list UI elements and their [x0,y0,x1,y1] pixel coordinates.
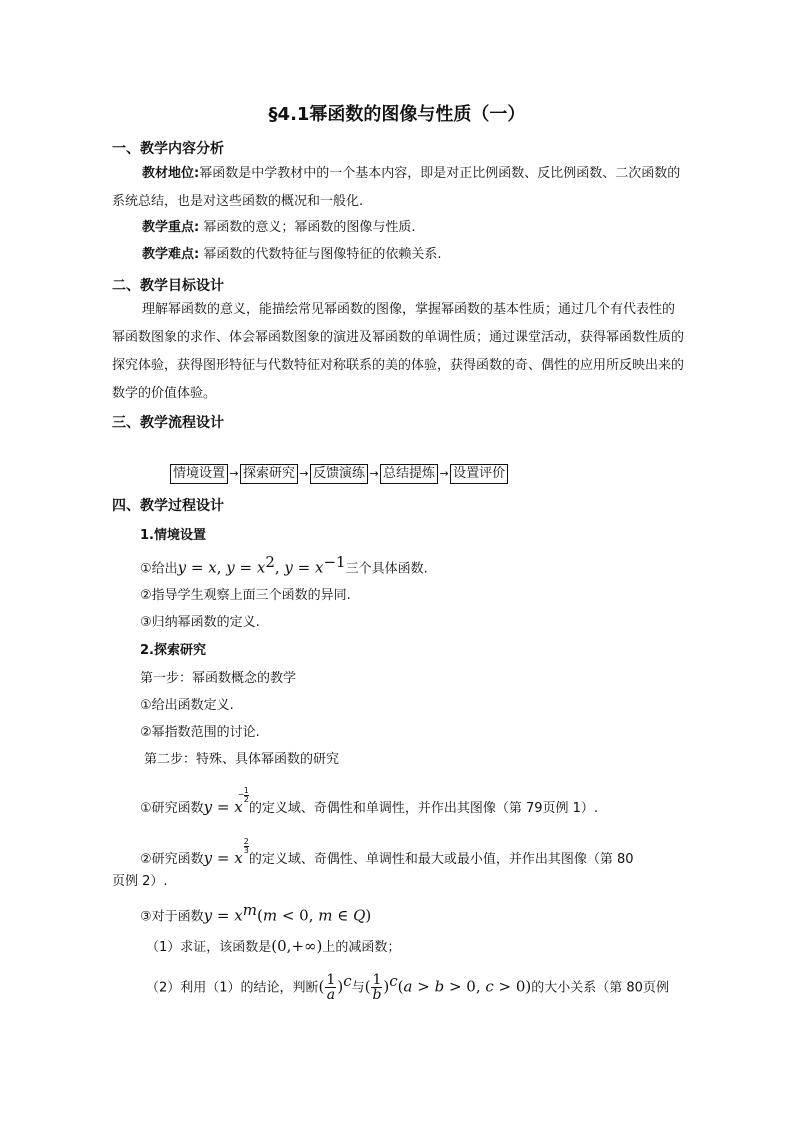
arrow-right-icon: → [369,467,379,480]
section-heading-objectives: 二、教学目标设计 [112,278,224,294]
arrow-right-icon: → [439,467,449,480]
key-points-text: 幂函数的意义；幂函数的图像与性质. [199,220,416,235]
textbook-position-paragraph [112,160,684,216]
difficult-points-text: 幂函数的代数特征与图像特征的依赖关系. [199,247,442,262]
key-points-label: 教学重点: [142,220,200,235]
arrow-right-icon: → [229,467,239,480]
teaching-flow-diagram [170,464,508,484]
subheading-situation: 1.情境设置 [140,528,206,543]
key-points-paragraph [112,214,684,242]
subheading-explore: 2.探索研究 [140,643,206,658]
textbook-position-label: 教材地位: [142,166,200,181]
step-one-line: 第一步：幂函数概念的教学 [140,671,297,686]
section-heading-content-analysis: 一、教学内容分析 [112,141,224,157]
flow-step-feedback: 反馈演练 [310,464,368,484]
study-function-2-line: ②研究函数y = x $\frac{2}{3}$ 的定义域、奇偶性、单调性和最大或最小值，并作出其图像（第 80 [140,837,634,867]
observe-line: ②指导学生观察上面三个函数的异同. [140,588,351,603]
section-heading-process: 四、教学过程设计 [112,498,224,514]
difficult-points-paragraph [112,241,684,269]
prove-decreasing-line: （1）求证，该函数是(0,+∞)上的减函数； [146,937,401,955]
flow-step-evaluation: 设置评价 [450,464,508,484]
exponent-discussion-line: ②幂指数范围的讨论. [140,725,260,740]
step-two-line: 第二步：特殊、具体幂函数的研究 [144,752,340,767]
flow-step-explore: 探索研究 [240,464,298,484]
arrow-right-icon: → [299,467,309,480]
function-m-line: ③对于函数$y = x^m(m < 0$, m ∈ Q) [140,901,372,925]
given-functions-line: ①给出y = x, $y = x^2$, $y = x^{-1}$三个具体函数. [140,553,428,577]
difficult-points-label: 教学难点: [142,247,200,262]
definition-line: ③归纳幂函数的定义. [140,615,260,630]
function-definition-line: ①给出函数定义. [140,698,234,713]
compare-line: （2）利用（1）的结论，判断( $\frac{1}{a}$ )$^c$与( $\frac{1}{b}$ )$^c$(a > b > 0, c > 0)的大小关系（第 80页例 [146,972,669,1004]
objectives-paragraph: 理解幂函数的意义，能描绘常见幂函数的图像，掌握幂函数的基本性质；通过几个有代表性的幂函数图象的求作、体会幂函数图象的演进及幂函数的单调性质；通过课堂活动，获得幂函数性质的探究体验，获得图形特征与代数特征对称联系的美的体验，获得函数的奇、偶性的应用所反映出来的数学的价值体验。 [112,302,685,401]
textbook-position-text: 幂函数是中学教材中的一个基本内容，即是对正比例函数、反比例函数、二次函数的系统总结，也是对这些函数的概况和一般化. [112,166,681,209]
page-title: §4.1幂函数的图像与性质（一） [268,104,526,125]
flow-step-situation: 情境设置 [170,464,228,484]
flow-step-summary: 总结提炼 [380,464,438,484]
study-function-1-line: ①研究函数y = x − 1 2 的定义域、奇偶性和单调性，并作出其图像（第 79页例 1）. [140,786,599,816]
section-heading-flow: 三、教学流程设计 [112,415,224,431]
study-function-2-cont: 页例 2）. [112,874,168,889]
